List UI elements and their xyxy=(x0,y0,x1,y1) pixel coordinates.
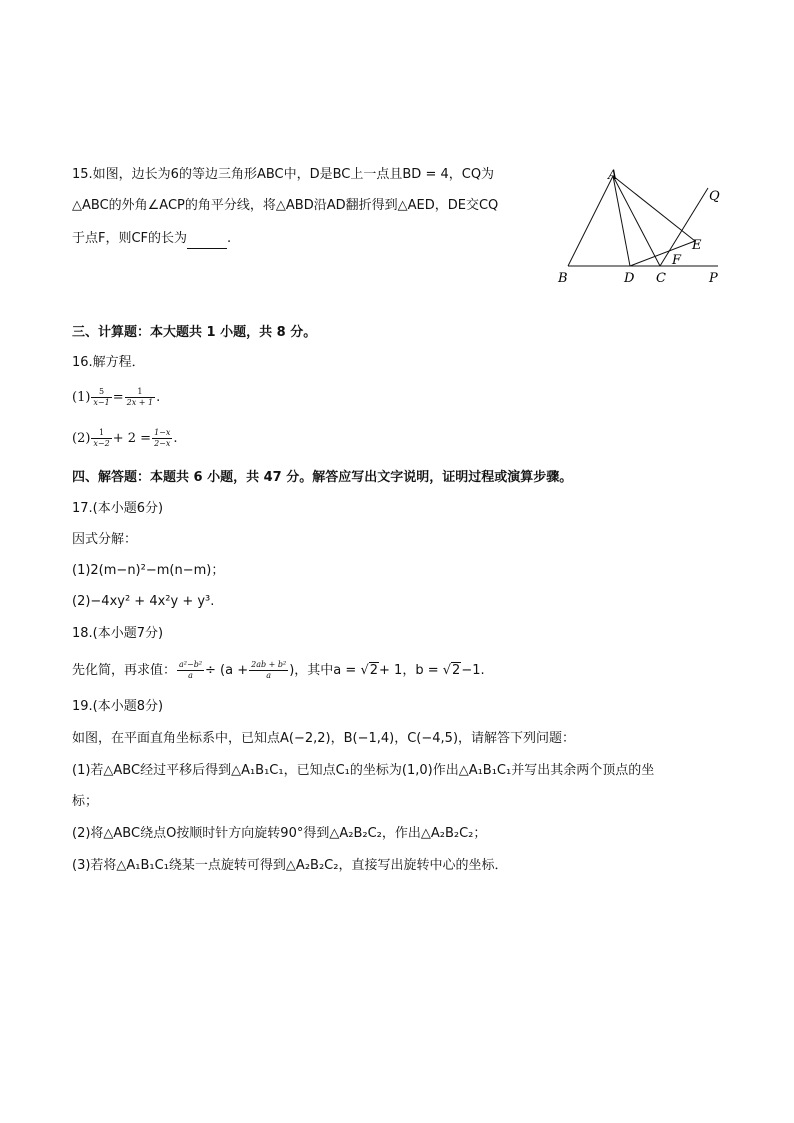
q16-p1-d2: 2x + 1 xyxy=(126,398,154,407)
line-ad xyxy=(613,176,630,266)
q18-f2-num: 2ab + b² xyxy=(251,660,287,669)
q15-line-2: △ABC的外角∠ACP的角平分线，将△ABD沿AD翻折得到△AED，DE交CQ xyxy=(72,198,499,213)
q16-p2-d1: x−2 xyxy=(93,439,110,448)
q16-p1-fraction-left xyxy=(91,387,111,408)
q17-part-1: (1)2(m−n)²−m(n−m)； xyxy=(72,563,225,578)
q16-p1-eq: = xyxy=(112,390,124,405)
q16-p2-prefix: (2) xyxy=(72,431,91,446)
label-p: P xyxy=(709,271,718,286)
q16-p2-fraction-left xyxy=(91,428,111,449)
q16-part-2 xyxy=(72,428,178,449)
label-q: Q xyxy=(709,189,720,204)
q16-p1-d1: x−1 xyxy=(93,398,110,407)
q18-mid: ÷ (a + xyxy=(205,663,249,678)
q18-title: 18.(本小题7分) xyxy=(72,626,164,641)
triangle-figure xyxy=(550,160,730,288)
q16-p2-n1: 1 xyxy=(91,428,111,439)
q19-title: 19.(本小题8分) xyxy=(72,699,164,714)
q18-close: )，其中a = xyxy=(289,663,357,678)
q18-expression xyxy=(72,660,485,681)
line-cq xyxy=(660,188,708,266)
q15-line-3 xyxy=(72,229,231,249)
section-3-heading: 三、计算题：本大题共 1 小题，共 8 分。 xyxy=(72,325,317,340)
q19-part-3: (3)若将△A₁B₁C₁绕某一点旋转可得到△A₂B₂C₂，直接写出旋转中心的坐标． xyxy=(72,858,508,873)
q16-p1-end: . xyxy=(156,390,161,405)
q16-p2-d2: 2−x xyxy=(154,439,171,448)
q16-p1-prefix: (1) xyxy=(72,390,91,405)
q18-fraction-1 xyxy=(177,660,204,681)
q17-title: 17.(本小题6分) xyxy=(72,501,164,516)
label-b: B xyxy=(558,271,568,286)
label-d: D xyxy=(624,271,635,286)
q18-f2-den: a xyxy=(266,671,272,680)
q19-part-1a: (1)若△ABC经过平移后得到△A₁B₁C₁，已知点C₁的坐标为(1,0)作出△A₁B₁C₁并写出其余两个顶点的坐 xyxy=(72,763,655,778)
q18-lead: 先化简，再求值： xyxy=(72,663,177,678)
q18-fraction-2 xyxy=(249,660,288,681)
q16-title: 16.解方程． xyxy=(72,355,145,370)
q19-intro: 如图，在平面直角坐标系中，已知点A(−2,2)，B(−1,4)，C(−4,5)，请解答下列问题： xyxy=(72,731,576,746)
answer-blank[interactable] xyxy=(187,234,227,249)
q16-p2-fraction-right xyxy=(152,428,172,449)
q16-p1-fraction-right xyxy=(125,387,155,408)
q18-radicand-2: 2 xyxy=(452,663,461,678)
q16-p2-n2: 1−x xyxy=(154,428,171,437)
line-ae xyxy=(613,176,695,241)
label-a: A xyxy=(608,168,618,183)
q16-p2-mid: + 2 = xyxy=(112,431,152,446)
q18-f1-den: a xyxy=(188,671,193,680)
q19-part-1b: 标； xyxy=(72,794,99,809)
q18-radicand-1: 2 xyxy=(369,663,379,678)
q15-line-1: 15.如图，边长为6的等边三角形ABC中，D是BC上一点且BD = 4，CQ为 xyxy=(72,167,495,182)
q18-sqrt-1: √2 xyxy=(360,663,379,678)
label-c: C xyxy=(656,271,666,286)
q16-p1-n2: 1 xyxy=(125,387,155,398)
q18-after-1: + 1，b = xyxy=(379,663,439,678)
line-ab xyxy=(568,176,613,266)
q17-instruction: 因式分解： xyxy=(72,532,138,547)
q15-line-3-text: 于点F，则CF的长为 xyxy=(72,231,188,246)
q16-p2-end: . xyxy=(173,431,178,446)
q17-part-2: (2)−4xy² + 4x²y + y³. xyxy=(72,594,215,609)
section-4-heading: 四、解答题：本题共 6 小题，共 47 分。解答应写出文字说明，证明过程或演算步骤。 xyxy=(72,470,573,485)
q15-line-3-end: . xyxy=(227,231,232,246)
label-f: F xyxy=(672,253,682,268)
q19-part-2: (2)将△ABC绕点O按顺时针方向旋转90°得到△A₂B₂C₂，作出△A₂B₂C₂； xyxy=(72,826,487,841)
q18-sqrt-2: √2 xyxy=(442,663,461,678)
q16-p1-n1: 5 xyxy=(91,387,111,398)
q16-part-1 xyxy=(72,387,160,408)
label-e: E xyxy=(692,238,702,253)
line-ac xyxy=(613,176,660,266)
q18-after-2: −1. xyxy=(461,663,485,678)
q18-f1-num: a²−b² xyxy=(179,660,203,669)
